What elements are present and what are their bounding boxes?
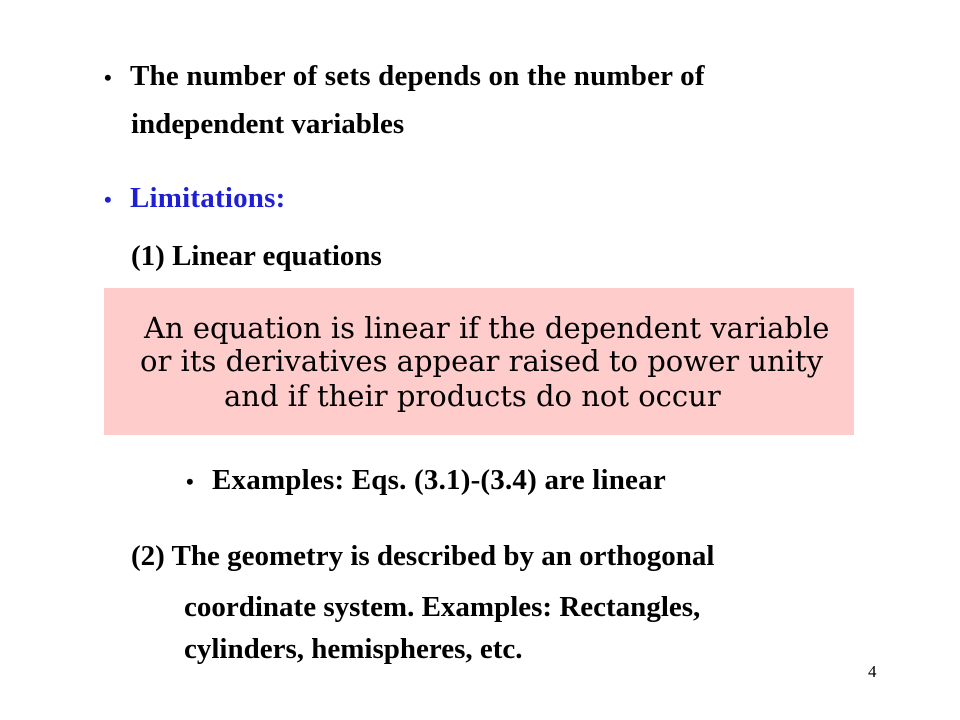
bullet-item-limitations (104, 176, 285, 222)
page-number: 4 (868, 662, 877, 681)
bullet-item-examples (186, 458, 666, 504)
bullet-dot-icon: • (104, 65, 112, 90)
limitation-linear-equations: (1) Linear equations (131, 240, 382, 272)
limitations-heading: Limitations: (130, 182, 286, 214)
limitation-geometry-line-1: (2) The geometry is described by an orthogonal (131, 540, 715, 572)
definition-callout-box (104, 288, 854, 435)
bullet-dot-icon: • (186, 469, 194, 494)
callout-line-1: An equation is linear if the dependent variable (144, 311, 830, 345)
limitation-geometry-line-2: coordinate system. Examples: Rectangles, (184, 591, 701, 623)
examples-text: Examples: Eqs. (3.1)-(3.4) are linear (212, 464, 666, 496)
callout-line-3: and if their products do not occur (224, 379, 721, 413)
bullet-item-sets (104, 54, 705, 100)
bullet-item-sets-continuation: independent variables (131, 108, 405, 140)
bullet-item-sets-text: The number of sets depends on the number of (130, 60, 705, 92)
callout-line-2: or its derivatives appear raised to power unity (140, 344, 823, 378)
limitation-geometry-line-3: cylinders, hemispheres, etc. (184, 633, 523, 665)
bullet-dot-icon: • (104, 187, 112, 212)
